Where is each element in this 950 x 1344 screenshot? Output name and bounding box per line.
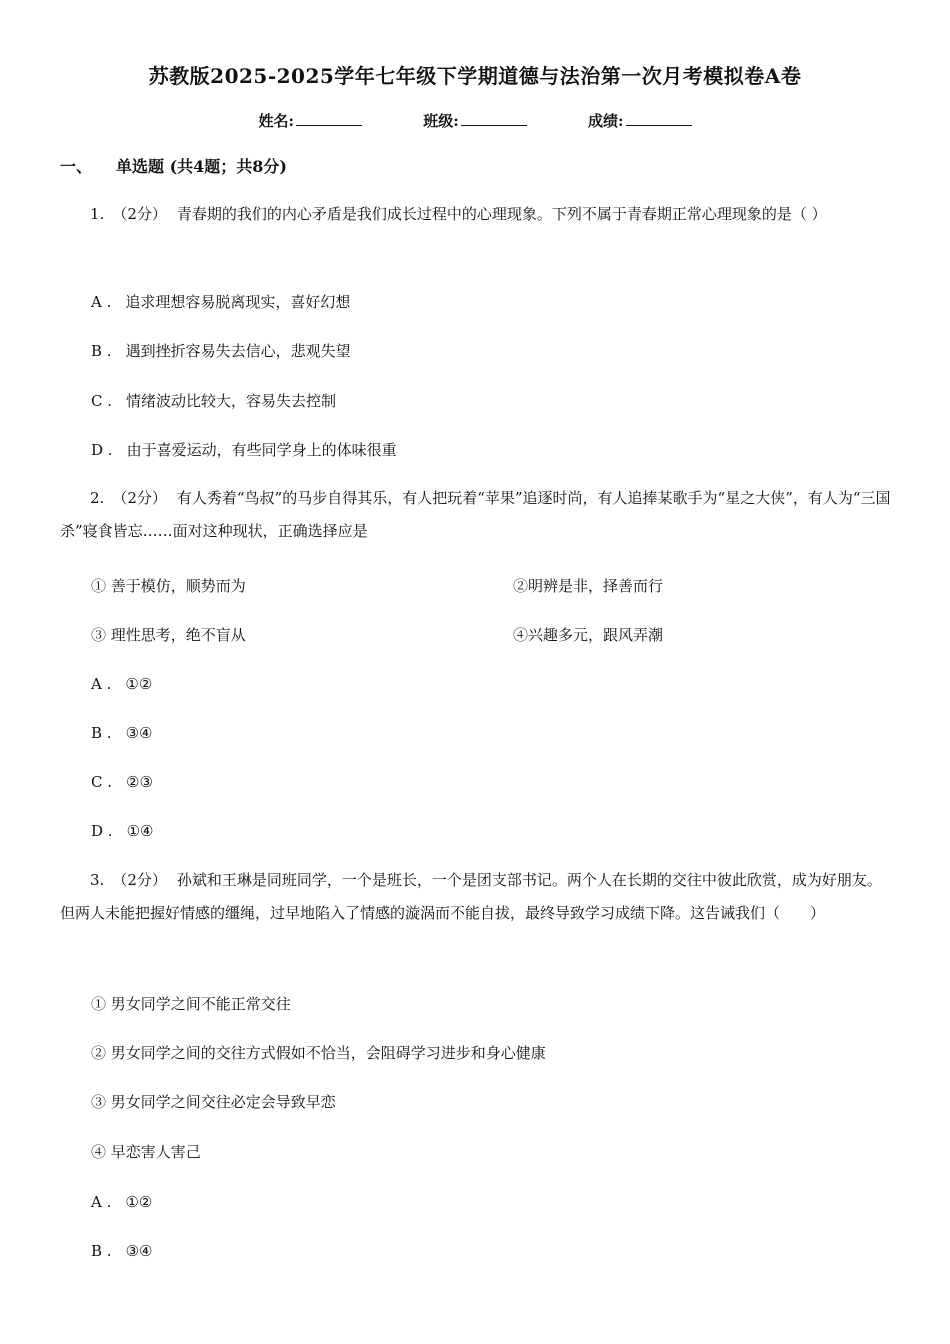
question-2-option-a[interactable] xyxy=(91,673,152,695)
option-letter: A . xyxy=(91,1193,112,1211)
question-points: （2分） xyxy=(112,489,167,507)
option-letter: A . xyxy=(91,293,112,311)
question-3-option-b[interactable] xyxy=(91,1240,152,1262)
question-3-option-a[interactable] xyxy=(91,1191,152,1213)
question-number: 3. xyxy=(90,871,105,889)
option-text: ①② xyxy=(125,1193,153,1211)
name-field[interactable] xyxy=(258,110,362,131)
question-text: 孙斌和王琳是同班同学，一个是班长，一个是团支部书记。两个人在长期的交往中彼此欣赏，成为好朋友。但两人未能把握好情感的缰绳，过早地陷入了情感的漩涡而不能自拔，最终导致学习成绩下降。这告诫我们（ ） xyxy=(60,871,882,922)
option-letter: B . xyxy=(91,724,112,742)
question-2-option-c[interactable] xyxy=(91,771,153,793)
section-number: 一、 xyxy=(60,157,93,176)
question-3-statement-2: ② 男女同学之间的交往方式假如不恰当，会阻碍学习进步和身心健康 xyxy=(91,1044,546,1062)
question-text: 青春期的我们的内心矛盾是我们成长过程中的心理现象。下列不属于青春期正常心理现象的是（ ） xyxy=(176,205,827,223)
question-number: 2. xyxy=(90,489,105,507)
option-letter: C . xyxy=(91,392,113,410)
name-label: 姓名: xyxy=(258,112,294,130)
option-text: 追求理想容易脱离现实，喜好幻想 xyxy=(125,293,351,311)
option-letter: A . xyxy=(91,675,112,693)
question-2-statement-4: ④兴趣多元，跟风弄潮 xyxy=(513,626,664,644)
option-letter: D . xyxy=(91,822,113,840)
question-1-option-a[interactable] xyxy=(91,291,350,313)
question-points: （2分） xyxy=(112,871,167,889)
section-title: 单选题 (共4题；共8分) xyxy=(116,157,287,176)
name-blank[interactable] xyxy=(296,111,362,126)
question-number: 1. xyxy=(90,205,105,223)
question-1-option-c[interactable] xyxy=(91,390,336,412)
question-2-option-d[interactable] xyxy=(91,820,153,842)
question-points: （2分） xyxy=(112,205,167,223)
question-2-statement-1: ① 善于模仿，顺势而为 xyxy=(91,577,246,595)
section-heading xyxy=(60,154,287,177)
option-letter: D . xyxy=(91,441,113,459)
option-letter: B . xyxy=(91,1242,112,1260)
question-3-statement-1: ① 男女同学之间不能正常交往 xyxy=(91,995,291,1013)
option-text: ①② xyxy=(125,675,153,693)
option-text: 由于喜爱运动，有些同学身上的体味很重 xyxy=(126,441,397,459)
option-text: ③④ xyxy=(125,724,153,742)
question-2-statement-3: ③ 理性思考，绝不盲从 xyxy=(91,626,246,644)
score-blank[interactable] xyxy=(626,111,692,126)
class-field[interactable] xyxy=(423,110,527,131)
option-text: 遇到挫折容易失去信心，悲观失望 xyxy=(125,342,351,360)
question-3-statement-4: ④ 早恋害人害己 xyxy=(91,1143,201,1161)
option-text: ③④ xyxy=(125,1242,153,1260)
option-letter: C . xyxy=(91,773,113,791)
question-3-stem xyxy=(60,864,892,930)
score-field[interactable] xyxy=(588,110,692,131)
class-label: 班级: xyxy=(423,112,459,130)
question-text: 有人秀着“鸟叔”的马步自得其乐，有人把玩着“苹果”追逐时尚，有人追捧某歌手为“星之大侠”，有人为“三国杀”寝食皆忘……面对这种现状，正确选择应是 xyxy=(60,489,891,540)
option-letter: B . xyxy=(91,342,112,360)
option-text: ①④ xyxy=(126,822,154,840)
class-blank[interactable] xyxy=(461,111,527,126)
option-text: 情绪波动比较大，容易失去控制 xyxy=(126,392,337,410)
question-1-option-b[interactable] xyxy=(91,340,351,362)
question-2-option-b[interactable] xyxy=(91,722,152,744)
question-2-statement-2: ②明辨是非，择善而行 xyxy=(513,577,664,595)
question-3-statement-3: ③ 男女同学之间交往必定会导致早恋 xyxy=(91,1093,336,1111)
option-text: ②③ xyxy=(126,773,153,791)
question-1-stem xyxy=(60,198,892,231)
score-label: 成绩: xyxy=(588,112,624,130)
student-info-row xyxy=(0,110,950,131)
question-1-option-d[interactable] xyxy=(91,439,397,461)
question-2-stem xyxy=(60,482,892,548)
page-title: 苏教版2025-2025学年七年级下学期道德与法治第一次月考模拟卷A卷 xyxy=(148,64,802,88)
